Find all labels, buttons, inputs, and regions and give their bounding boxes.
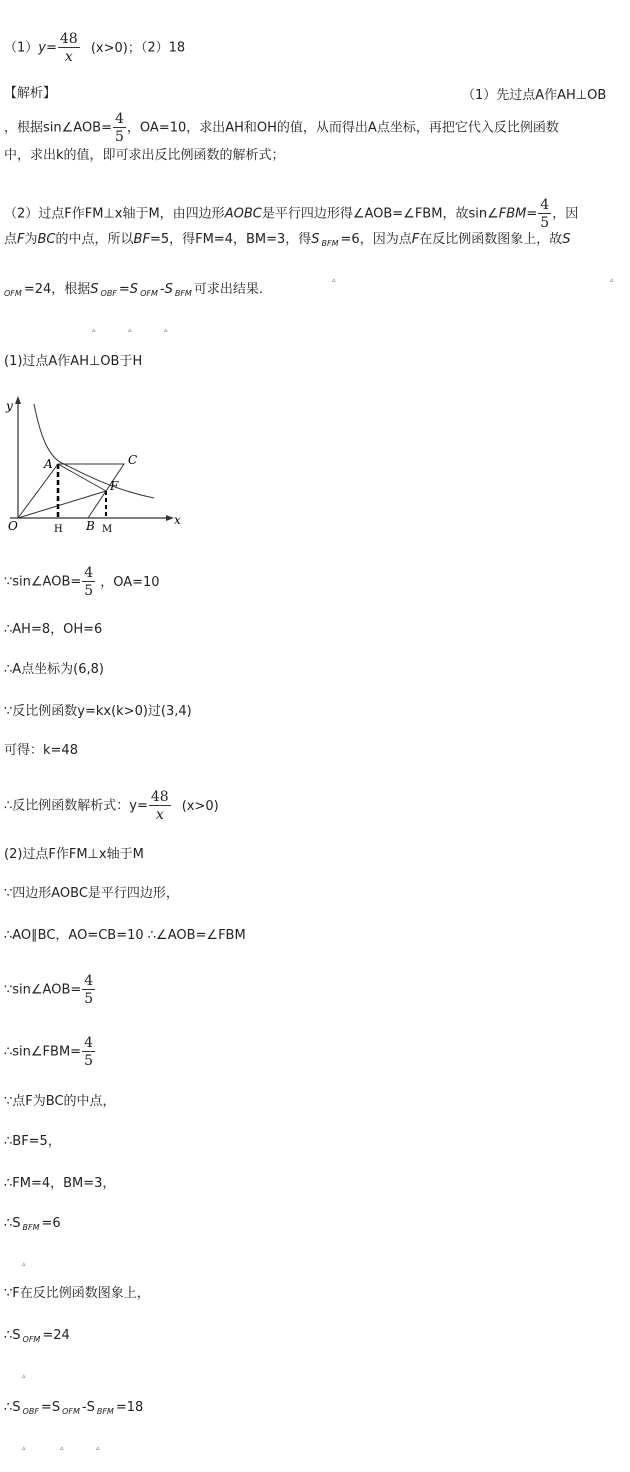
label-c: C: [128, 453, 138, 467]
label-h: H: [54, 524, 63, 534]
solution-step-6: 可得：k=48: [4, 743, 78, 758]
solution-step-13: ∵点F为BC的中点，: [4, 1094, 116, 1109]
triangle-mark: ▵: [22, 1260, 26, 1268]
y-axis-arrow: [15, 396, 21, 404]
analysis-line-5: 点F为BC的中点，所以BF=5，得FM=4，BM=3，得S $_{BFM}$ =6，因为点F在反比例函数图象上，故S: [4, 232, 571, 248]
analysis-line-1: （1）先过点A作AH⊥OB: [462, 88, 607, 103]
triangle-mark: ▵: [92, 326, 96, 334]
solution-step-17: ∵F在反比例函数图象上，: [4, 1286, 150, 1301]
triangle-mark: ▵: [22, 1372, 26, 1380]
figure-diagram: [4, 394, 194, 534]
analysis-line-6: $_{OFM}$ =24，根据S $_{OBF}$ =S $_{OFM}$ -S $_{BFM}$ 可求出结果.: [4, 282, 263, 298]
triangle-mark: ▵: [164, 326, 168, 334]
analysis-line-4: （2）过点F作FM⊥x轴于M，由四边形AOBC是平行四边形得∠AOB=∠FBM，故sin∠FBM= $\frac{4}{5}$ ，因: [4, 197, 579, 231]
solution-step-5: ∵反比例函数y=kx(k>0)过(3,4): [4, 704, 192, 719]
triangle-mark: ▵: [22, 1444, 26, 1452]
label-a: A: [44, 457, 53, 471]
triangle-mark: ▵: [96, 1444, 100, 1452]
solution-step-1: (1)过点A作AH⊥OB于H: [4, 354, 143, 369]
x-axis-arrow: [166, 515, 174, 521]
label-m: M: [102, 524, 113, 534]
segment-of: [18, 491, 106, 518]
label-x: x: [174, 513, 181, 527]
analysis-line-3: 中，求出k的值，即可求出反比例函数的解析式；: [4, 148, 285, 163]
solution-step-15: ∴FM=4，BM=3，: [4, 1176, 116, 1191]
triangle-mark: ▵: [128, 326, 132, 334]
solution-step-14: ∴BF=5，: [4, 1134, 61, 1149]
solution-step-8: (2)过点F作FM⊥x轴于M: [4, 847, 144, 862]
answer-fraction: $\frac{48}{x}$: [59, 31, 78, 65]
solution-step-11: ∵sin∠AOB= $\frac{4}{5}$: [4, 973, 94, 1007]
triangle-mark: ▵: [332, 276, 336, 284]
solution-step-12: ∴sin∠FBM= $\frac{4}{5}$: [4, 1035, 93, 1069]
solution-step-19: ∴S $_{OBF}$ =S $_{OFM}$ -S $_{BFM}$ =18: [4, 1400, 144, 1416]
parallelogram-aobc: [18, 464, 124, 518]
label-o: O: [8, 519, 18, 533]
solution-step-10: ∴AO∥BC，AO=CB=10 ∴∠AOB=∠FBM: [4, 928, 246, 943]
label-f: F: [110, 479, 119, 493]
solution-step-3: ∴AH=8，OH=6: [4, 622, 103, 637]
label-b: B: [86, 519, 95, 533]
segment-af: [58, 464, 106, 491]
solution-step-4: ∴A点坐标为(6,8): [4, 662, 104, 677]
solution-step-2: ∵sin∠AOB= $\frac{4}{5}$ ，OA=10: [4, 565, 160, 599]
solution-step-18: ∴S $_{OFM}$ =24: [4, 1328, 70, 1344]
triangle-mark: ▵: [610, 276, 614, 284]
label-y: y: [6, 399, 13, 413]
analysis-line-2: ，根据sin∠AOB= $\frac{4}{5}$ ，OA=10，求出AH和OH的值，从而得出A点坐标，再把它代入反比例函数: [4, 111, 559, 145]
solution-step-7: ∴反比例函数解析式：y= $\frac{48}{x}$ (x>0): [4, 789, 219, 823]
analysis-label: 【解析】: [4, 86, 57, 101]
triangle-mark: ▵: [60, 1444, 64, 1452]
solution-step-16: ∴S $_{BFM}$ =6: [4, 1216, 61, 1232]
solution-step-9: ∵四边形AOBC是平行四边形，: [4, 886, 179, 901]
answer-line: （1）y= $\frac{48}{x}$ (x>0)；（2）18: [4, 31, 186, 65]
